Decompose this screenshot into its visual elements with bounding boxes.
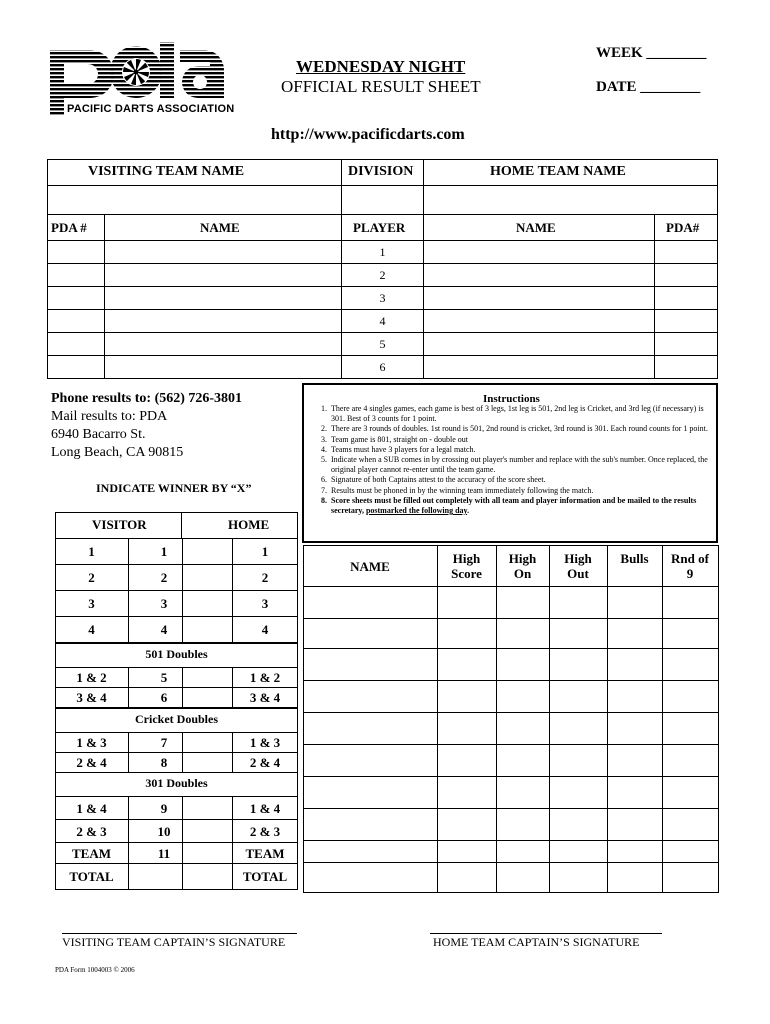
visitor-game-label: 1 & 4 <box>76 800 107 816</box>
player-number: 2 <box>379 268 386 282</box>
logo-text: PACIFIC DARTS ASSOCIATION <box>67 103 235 115</box>
home-game-label: 2 & 4 <box>249 755 281 770</box>
high-score-cell[interactable] <box>437 840 497 863</box>
home-winner-box[interactable] <box>182 796 233 820</box>
high-out-cell[interactable] <box>549 680 608 713</box>
home-team-name-label: HOME TEAM NAME <box>490 164 626 179</box>
mail-street: 6940 Bacarro St. <box>51 427 146 442</box>
home-winner-box[interactable] <box>182 732 233 753</box>
home-winner-box[interactable] <box>182 590 233 617</box>
high-out-cell[interactable] <box>549 648 608 681</box>
instruction-item: 5. Indicate when a SUB comes in by crossing out player's number and replace with the sub's number. Once replaced, the original player cannot re-enter until the team game. <box>329 455 717 475</box>
high-out-header-label: High Out <box>564 551 592 581</box>
title-wednesday-night: WEDNESDAY NIGHT <box>296 57 466 76</box>
game-number: 6 <box>160 690 168 705</box>
bulls-cell[interactable] <box>607 862 663 893</box>
high-score-cell[interactable] <box>437 808 497 841</box>
home-winner-box[interactable] <box>182 564 233 591</box>
rnd-of-9-cell[interactable] <box>662 862 719 893</box>
high-score-cell[interactable] <box>437 618 497 649</box>
home-winner-box[interactable] <box>182 752 233 773</box>
visitor-game-label: 3 & 4 <box>76 690 107 705</box>
home-game-label: 4 <box>261 622 269 637</box>
home-game-label: 2 <box>261 570 269 585</box>
player-row-name-left-cell[interactable] <box>104 286 342 310</box>
high-out-cell[interactable] <box>549 586 608 619</box>
home-signature-line[interactable] <box>430 933 662 934</box>
rnd-of-9-cell[interactable] <box>662 808 719 841</box>
bulls-cell[interactable] <box>607 776 663 809</box>
rnd-of-9-cell[interactable] <box>662 648 719 681</box>
player-number: 1 <box>379 245 386 259</box>
title-official-result-sheet: OFFICIAL RESULT SHEET <box>281 77 481 96</box>
instruction-item-8 <box>329 496 717 516</box>
home-winner-box[interactable] <box>182 667 233 688</box>
high-on-cell[interactable] <box>496 744 550 777</box>
stats-name-cell[interactable] <box>303 648 438 681</box>
name-left-label: NAME <box>200 220 240 235</box>
bulls-cell[interactable] <box>607 680 663 713</box>
phone-results: Phone results to: (562) 726-3801 <box>51 391 243 406</box>
rnd-of-9-cell[interactable] <box>662 776 719 809</box>
stats-name-cell[interactable] <box>303 712 438 745</box>
home-game-label: 3 & 4 <box>249 690 281 705</box>
player-row-name-left-cell[interactable] <box>104 309 342 333</box>
game-number: 8 <box>160 755 168 770</box>
bulls-cell[interactable] <box>607 808 663 841</box>
high-on-cell[interactable] <box>496 862 550 893</box>
player-label: PLAYER <box>353 220 406 235</box>
home-game-label: TOTAL <box>242 869 288 884</box>
instruction-item: 4. Teams must have 3 players for a legal match. <box>329 445 717 455</box>
home-game-label: 1 <box>261 544 269 559</box>
player-row-name-right-cell[interactable] <box>423 355 655 379</box>
home-winner-box[interactable] <box>182 616 233 643</box>
indicate-winner-label: INDICATE WINNER BY “X” <box>96 481 252 495</box>
player-row-pda-right-cell[interactable] <box>654 309 718 333</box>
pda-num-left-label: PDA # <box>51 220 87 235</box>
division-input[interactable] <box>341 185 424 215</box>
home-game-label: 1 & 3 <box>249 735 281 750</box>
high-on-cell[interactable] <box>496 840 550 863</box>
game-number: 2 <box>160 570 168 585</box>
visitor-game-label: 2 <box>88 570 95 585</box>
bulls-cell[interactable] <box>607 744 663 777</box>
game-number: 4 <box>160 622 168 637</box>
player-row-name-right-cell[interactable] <box>423 332 655 356</box>
cricket-doubles-label: Cricket Doubles <box>135 712 218 726</box>
bulls-cell[interactable] <box>607 840 663 863</box>
high-on-cell[interactable] <box>496 618 550 649</box>
high-on-cell[interactable] <box>496 680 550 713</box>
high-out-cell[interactable] <box>549 808 608 841</box>
player-number: 6 <box>379 360 386 374</box>
game-number: 11 <box>157 845 171 861</box>
high-score-cell[interactable] <box>437 862 497 893</box>
pda-num-right-label: PDA# <box>666 220 700 235</box>
player-row-name-right-cell[interactable] <box>423 240 655 264</box>
high-score-cell[interactable] <box>437 712 497 745</box>
game-number: 1 <box>160 544 168 559</box>
player-number: 4 <box>379 314 386 328</box>
doubles-501-label: 501 Doubles <box>145 647 208 661</box>
stats-name-cell[interactable] <box>303 618 438 649</box>
stats-name-header-label: NAME <box>350 559 390 574</box>
player-row-name-right-cell[interactable] <box>423 263 655 287</box>
rnd-of-9-cell[interactable] <box>662 744 719 777</box>
week-field[interactable]: WEEK ________ <box>596 45 707 61</box>
home-game-label: 2 & 3 <box>249 823 281 839</box>
instruction-item: 3. Team game is 801, straight on - double out <box>329 435 717 445</box>
home-winner-box[interactable] <box>182 819 233 843</box>
rnd-of-9-cell[interactable] <box>662 586 719 619</box>
rnd-of-9-cell[interactable] <box>662 618 719 649</box>
high-score-cell[interactable] <box>437 586 497 619</box>
player-row-pda-left-cell[interactable] <box>47 309 105 333</box>
visitor-game-label: 3 <box>88 596 95 611</box>
instruction-8-text: Score sheets must be filled out completely with all team and player information and be mailed to the results secretary, <box>331 495 697 516</box>
high-out-cell[interactable] <box>549 862 608 893</box>
bulls-cell[interactable] <box>607 648 663 681</box>
form-footer: PDA Form 1004003 © 2006 <box>55 966 135 974</box>
high-on-header-label: High On <box>508 551 537 581</box>
high-score-header-label: High Score <box>451 551 482 581</box>
instruction-item: 1. There are 4 singles games, each game is best of 3 legs, 1st leg is 501, 2nd leg is Cricket, and 3rd leg (if necessary) is 301. Best of 3 counts for 1 point. <box>329 404 717 424</box>
home-winner-box[interactable] <box>182 687 233 708</box>
home-signature-label: HOME TEAM CAPTAIN’S SIGNATURE <box>433 935 640 949</box>
player-row-name-left-cell[interactable] <box>104 263 342 287</box>
player-row-pda-right-cell[interactable] <box>654 286 718 310</box>
bulls-cell[interactable] <box>607 618 663 649</box>
player-row-pda-left-cell[interactable] <box>47 286 105 310</box>
stats-name-cell[interactable] <box>303 862 438 893</box>
home-game-label: 1 & 2 <box>249 670 281 685</box>
home-winner-box[interactable] <box>182 863 233 890</box>
high-score-cell[interactable] <box>437 680 497 713</box>
game-number: 7 <box>160 735 168 750</box>
visitor-game-label: TEAM <box>72 845 111 861</box>
home-winner-box[interactable] <box>182 538 233 565</box>
home-game-label: TEAM <box>245 845 285 861</box>
high-out-cell[interactable] <box>549 618 608 649</box>
visiting-team-name-label: VISITING TEAM NAME <box>88 164 245 179</box>
high-on-cell[interactable] <box>496 586 550 619</box>
instruction-8-end: . <box>467 506 470 516</box>
visitor-game-label: 1 & 3 <box>76 735 107 750</box>
high-on-cell[interactable] <box>496 808 550 841</box>
player-number: 5 <box>379 337 386 351</box>
high-out-cell[interactable] <box>549 776 608 809</box>
player-row-pda-left-cell[interactable] <box>47 332 105 356</box>
division-label: DIVISION <box>348 164 414 179</box>
player-row-name-right-cell[interactable] <box>423 309 655 333</box>
instructions-title: Instructions <box>483 393 540 405</box>
instruction-item: 2. There are 3 rounds of doubles. 1st round is 501, 2nd round is cricket, 3rd round is 301. Each round counts for 1 point. <box>329 424 717 434</box>
player-row-pda-right-cell[interactable] <box>654 355 718 379</box>
game-number: 3 <box>160 596 168 611</box>
home-game-label: 1 & 4 <box>249 800 281 816</box>
rnd-of-9-cell[interactable] <box>662 712 719 745</box>
home-team-name-input[interactable] <box>423 185 718 215</box>
stats-name-cell[interactable] <box>303 680 438 713</box>
high-on-cell[interactable] <box>496 776 550 809</box>
bulls-cell[interactable] <box>607 586 663 619</box>
player-row-name-left-cell[interactable] <box>104 355 342 379</box>
high-score-cell[interactable] <box>437 744 497 777</box>
visitor-game-label: TOTAL <box>69 869 114 884</box>
player-row-pda-left-cell[interactable] <box>47 240 105 264</box>
game-number: 5 <box>160 670 168 685</box>
visitor-game-label: 1 <box>88 544 95 559</box>
instruction-8-underline: postmarked the following day <box>365 506 468 516</box>
rnd-of-9-cell[interactable] <box>662 680 719 713</box>
rnd-of-9-cell[interactable] <box>662 840 719 863</box>
visitor-game-label: 1 & 2 <box>76 670 107 685</box>
stats-name-cell[interactable] <box>303 776 438 809</box>
visitor-game-label: 2 & 3 <box>76 823 107 839</box>
stats-name-cell[interactable] <box>303 744 438 777</box>
mail-city: Long Beach, CA 90815 <box>51 445 184 460</box>
home-label: HOME <box>228 517 270 532</box>
mail-results: Mail results to: PDA <box>51 409 168 424</box>
instruction-item: 6. Signature of both Captains attest to the accuracy of the score sheet. <box>329 475 717 485</box>
rnd-of-9-header-label: Rnd of 9 <box>671 551 709 581</box>
bulls-cell[interactable] <box>607 712 663 745</box>
high-on-cell[interactable] <box>496 648 550 681</box>
game-number: 10 <box>157 823 171 839</box>
instructions-list <box>309 404 717 516</box>
visitor-label: VISITOR <box>92 517 147 532</box>
high-score-cell[interactable] <box>437 648 497 681</box>
player-row-name-right-cell[interactable] <box>423 286 655 310</box>
player-row-name-left-cell[interactable] <box>104 332 342 356</box>
home-game-label: 3 <box>261 596 269 611</box>
stats-name-cell[interactable] <box>303 808 438 841</box>
player-row-pda-right-cell[interactable] <box>654 240 718 264</box>
website-url[interactable]: http://www.pacificdarts.com <box>271 126 465 143</box>
high-on-cell[interactable] <box>496 712 550 745</box>
visitor-game-label: 2 & 4 <box>76 755 107 770</box>
instruction-item: 7. Results must be phoned in by the winning team immediately following the match. <box>329 486 717 496</box>
player-row-pda-left-cell[interactable] <box>47 263 105 287</box>
high-out-cell[interactable] <box>549 712 608 745</box>
visitor-winner-box[interactable] <box>128 863 183 890</box>
high-out-cell[interactable] <box>549 744 608 777</box>
high-score-cell[interactable] <box>437 776 497 809</box>
game-number: 9 <box>160 800 168 816</box>
stats-name-cell[interactable] <box>303 840 438 863</box>
player-number: 3 <box>379 291 386 305</box>
date-field[interactable]: DATE ________ <box>596 79 701 95</box>
player-row-name-left-cell[interactable] <box>104 240 342 264</box>
bulls-header-label: Bulls <box>620 551 649 566</box>
visiting-signature-line[interactable] <box>62 933 297 934</box>
visitor-game-label: 4 <box>88 622 95 637</box>
player-row-pda-right-cell[interactable] <box>654 263 718 287</box>
high-out-cell[interactable] <box>549 840 608 863</box>
visiting-signature-label: VISITING TEAM CAPTAIN’S SIGNATURE <box>62 935 286 949</box>
player-row-pda-right-cell[interactable] <box>654 332 718 356</box>
home-winner-box[interactable] <box>182 842 233 864</box>
doubles-301-label: 301 Doubles <box>145 776 208 790</box>
stats-name-cell[interactable] <box>303 586 438 619</box>
name-right-label: NAME <box>516 220 556 235</box>
visiting-team-name-input[interactable] <box>47 185 342 215</box>
player-row-pda-left-cell[interactable] <box>47 355 105 379</box>
